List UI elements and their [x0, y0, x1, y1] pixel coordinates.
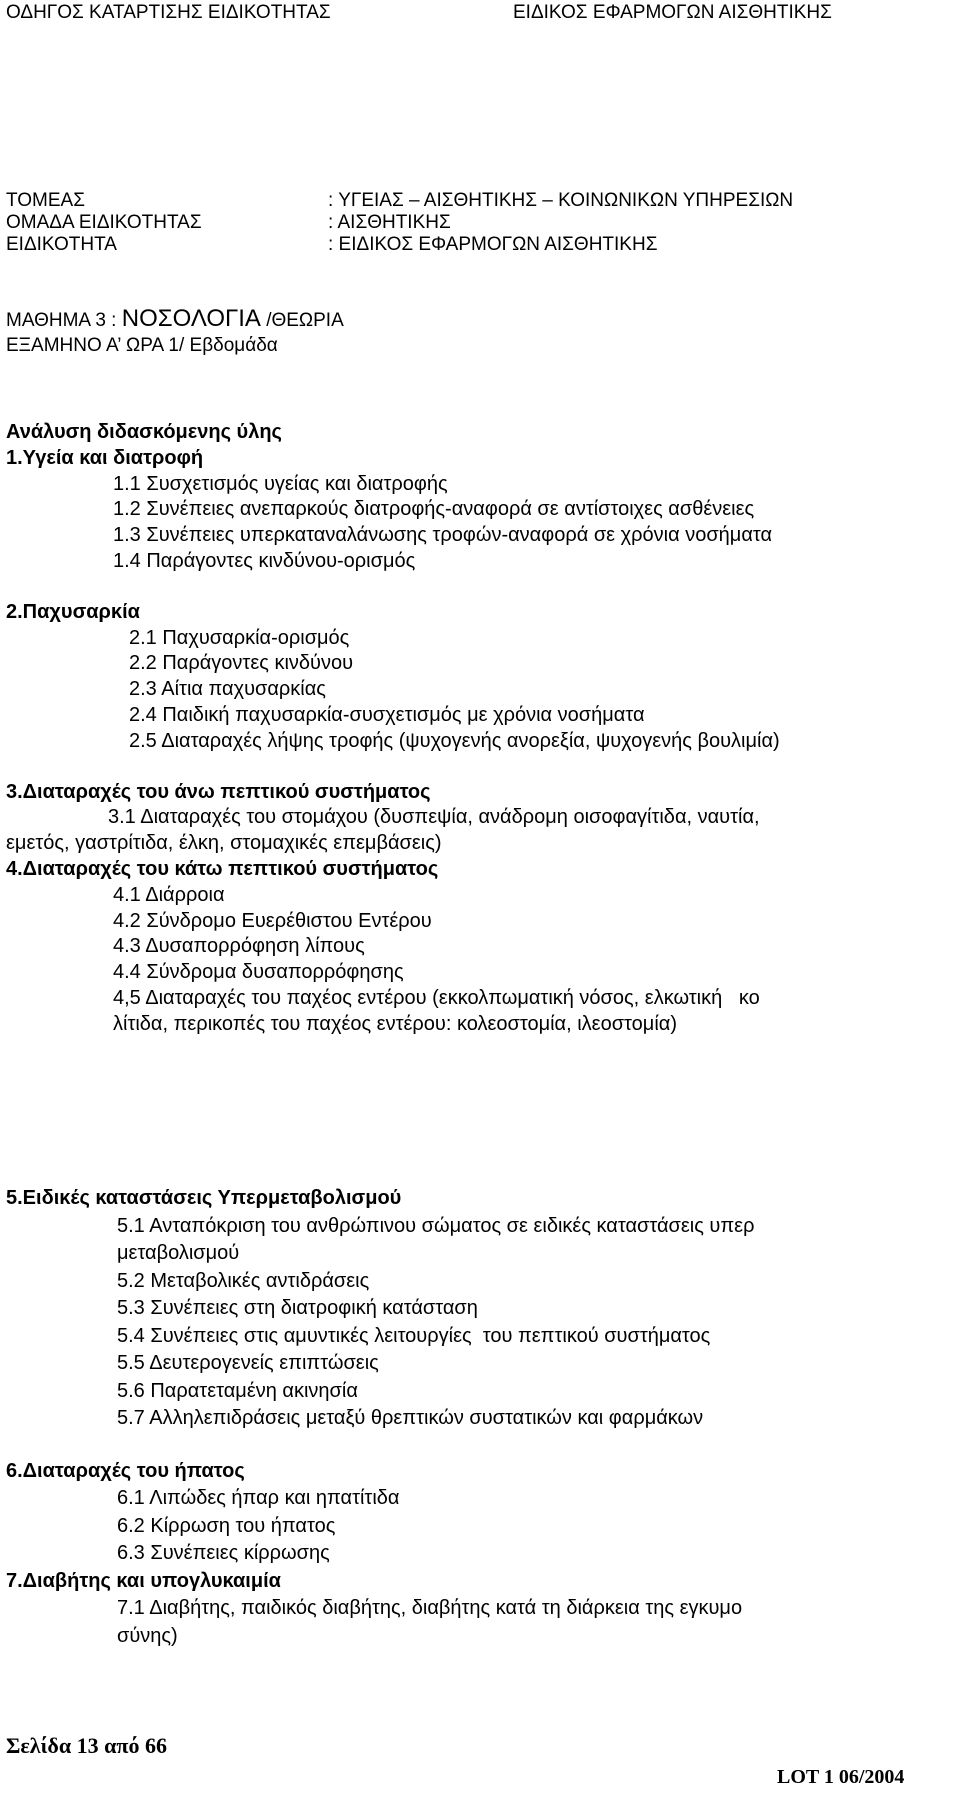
list-item: 2.2 Παράγοντες κινδύνου	[129, 652, 354, 675]
sector-row	[6, 190, 793, 212]
section-title: 4.Διαταραχές του κάτω πεπτικού συστήματος	[6, 857, 439, 880]
list-item: 4.4 Σύνδρομα δυσαπορρόφησης	[113, 961, 404, 984]
lesson-info	[6, 306, 344, 358]
sector-value: : ΑΙΣΘΗΤΙΚΗΣ	[328, 212, 451, 233]
list-item: 4.1 Διάρροια	[113, 883, 225, 906]
list-item-continuation: λίτιδα, περικοπές του παχέος εντέρου: κολεοστομία, ιλεοστομία)	[113, 1012, 677, 1035]
spacer	[6, 575, 956, 600]
list-item: 4.2 Σύνδρομο Ευερέθιστου Εντέρου	[113, 909, 432, 932]
lesson-suffix: /ΘΕΩΡΙΑ	[260, 310, 344, 331]
list-item: 1.1 Συσχετισμός υγείας και διατροφής	[113, 472, 448, 495]
section-title: 5.Ειδικές καταστάσεις Υπερμεταβολισμού	[6, 1187, 402, 1209]
document-code: LOT 1 06/2004	[777, 1766, 905, 1788]
lesson-name: ΝΟΣΟΛΟΓΙΑ	[121, 305, 261, 332]
list-item: 5.5 Δευτερογενείς επιπτώσεις	[117, 1352, 379, 1374]
section-title: 6.Διαταραχές του ήπατος	[6, 1459, 245, 1482]
sector-row	[6, 234, 793, 256]
list-item: 5.3 Συνέπειες στη διατροφική κατάσταση	[117, 1297, 478, 1319]
lesson-title	[6, 306, 344, 333]
list-item: 2.5 Διαταραχές λήψης τροφής (ψυχογενής ανορεξία, ψυχογενής βουλιμία)	[129, 729, 780, 752]
syllabus-heading: Ανάλυση διδασκόμενης ύλης	[6, 421, 282, 443]
header-left-title: ΟΔΗΓΟΣ ΚΑΤΑΡΤΙΣΗΣ ΕΙΔΙΚΟΤΗΤΑΣ	[6, 2, 331, 23]
list-item: 5.2 Μεταβολικές αντιδράσεις	[117, 1269, 370, 1292]
list-item: 7.1 Διαβήτης, παιδικός διαβήτης, διαβήτης κατά τη διάρκεια της εγκυμο	[117, 1597, 743, 1619]
section-title: 1.Υγεία και διατροφή	[6, 446, 204, 469]
list-item-continuation: σύνης)	[117, 1624, 178, 1647]
list-item: 1.3 Συνέπειες υπερκαταναλάνωσης τροφών-αναφορά σε χρόνια νοσήματα	[113, 524, 773, 547]
list-item: 2.1 Παχυσαρκία-ορισμός	[129, 626, 350, 649]
list-item: 5.6 Παρατεταμένη ακινησία	[117, 1379, 358, 1402]
list-item: 3.1 Διαταραχές του στομάχου (δυσπεψία, ανάδρομη οισοφαγίτιδα, ναυτία,	[108, 806, 760, 829]
list-item: 1.2 Συνέπειες ανεπαρκούς διατροφής-αναφορά σε αντίστοιχες ασθένειες	[113, 498, 755, 521]
section-title: 7.Διαβήτης και υπογλυκαιμία	[6, 1569, 281, 1592]
list-item: 5.1 Ανταπόκριση του ανθρώπινου σώματος σε ειδικές καταστάσεις υπερ	[117, 1214, 755, 1237]
sector-key: ΤΟΜΕΑΣ	[6, 190, 85, 211]
section-title: 3.Διαταραχές του άνω πεπτικού συστήματος	[6, 780, 431, 803]
list-item-continuation: εμετός, γαστρίτιδα, έλκη, στομαχικές επεμβάσεις)	[6, 832, 442, 855]
spacer	[6, 1433, 956, 1458]
sector-row	[6, 212, 793, 234]
list-item: 6.3 Συνέπειες κίρρωσης	[117, 1542, 330, 1564]
syllabus-upper	[6, 420, 956, 1038]
header-right-title: ΕΙΔΙΚΟΣ ΕΦΑΡΜΟΓΩΝ ΑΙΣΘΗΤΙΚΗΣ	[513, 2, 832, 23]
spacer	[6, 755, 956, 780]
list-item: 5.4 Συνέπειες στις αμυντικές λειτουργίες του πεπτικού συστήματος	[117, 1324, 711, 1347]
sector-key: ΟΜΑΔΑ ΕΙΔΙΚΟΤΗΤΑΣ	[6, 212, 202, 233]
sector-value: : ΕΙΔΙΚΟΣ ΕΦΑΡΜΟΓΩΝ ΑΙΣΘΗΤΙΚΗΣ	[328, 234, 658, 255]
list-item: 6.2 Κίρρωση του ήπατος	[117, 1514, 336, 1537]
list-item: 4,5 Διαταραχές του παχέος εντέρου (εκκολπωματική νόσος, ελκωτική κο	[113, 986, 760, 1009]
list-item: 2.3 Αίτια παχυσαρκίας	[129, 678, 326, 701]
sector-key: ΕΙΔΙΚΟΤΗΤΑ	[6, 234, 117, 255]
lesson-prefix: ΜΑΘΗΜΑ 3 :	[6, 310, 122, 331]
list-item: 2.4 Παιδική παχυσαρκία-συσχετισμός με χρόνια νοσήματα	[129, 703, 645, 726]
list-item-continuation: μεταβολισμού	[117, 1242, 240, 1264]
page-number: Σελίδα 13 από 66	[6, 1733, 167, 1758]
list-item: 5.7 Αλληλεπιδράσεις μεταξύ θρεπτικών συστατικών και φαρμάκων	[117, 1407, 704, 1429]
lesson-semester: ΕΞΑΜΗΝΟ Α’ ΩΡΑ 1/ Εβδομάδα	[6, 335, 278, 356]
list-item: 4.3 Δυσαπορρόφηση λίπους	[113, 935, 365, 958]
section-title: 2.Παχυσαρκία	[6, 600, 140, 623]
list-item: 6.1 Λιπώδες ήπαρ και ηπατίτιδα	[117, 1487, 400, 1509]
sector-info	[6, 190, 793, 256]
list-item: 1.4 Παράγοντες κινδύνου-ορισμός	[113, 549, 416, 572]
syllabus-lower	[6, 1185, 956, 1650]
sector-value: : ΥΓΕΙΑΣ – ΑΙΣΘΗΤΙΚΗΣ – ΚΟΙΝΩΝΙΚΩΝ ΥΠΗΡΕΣΙΩΝ	[328, 190, 794, 211]
